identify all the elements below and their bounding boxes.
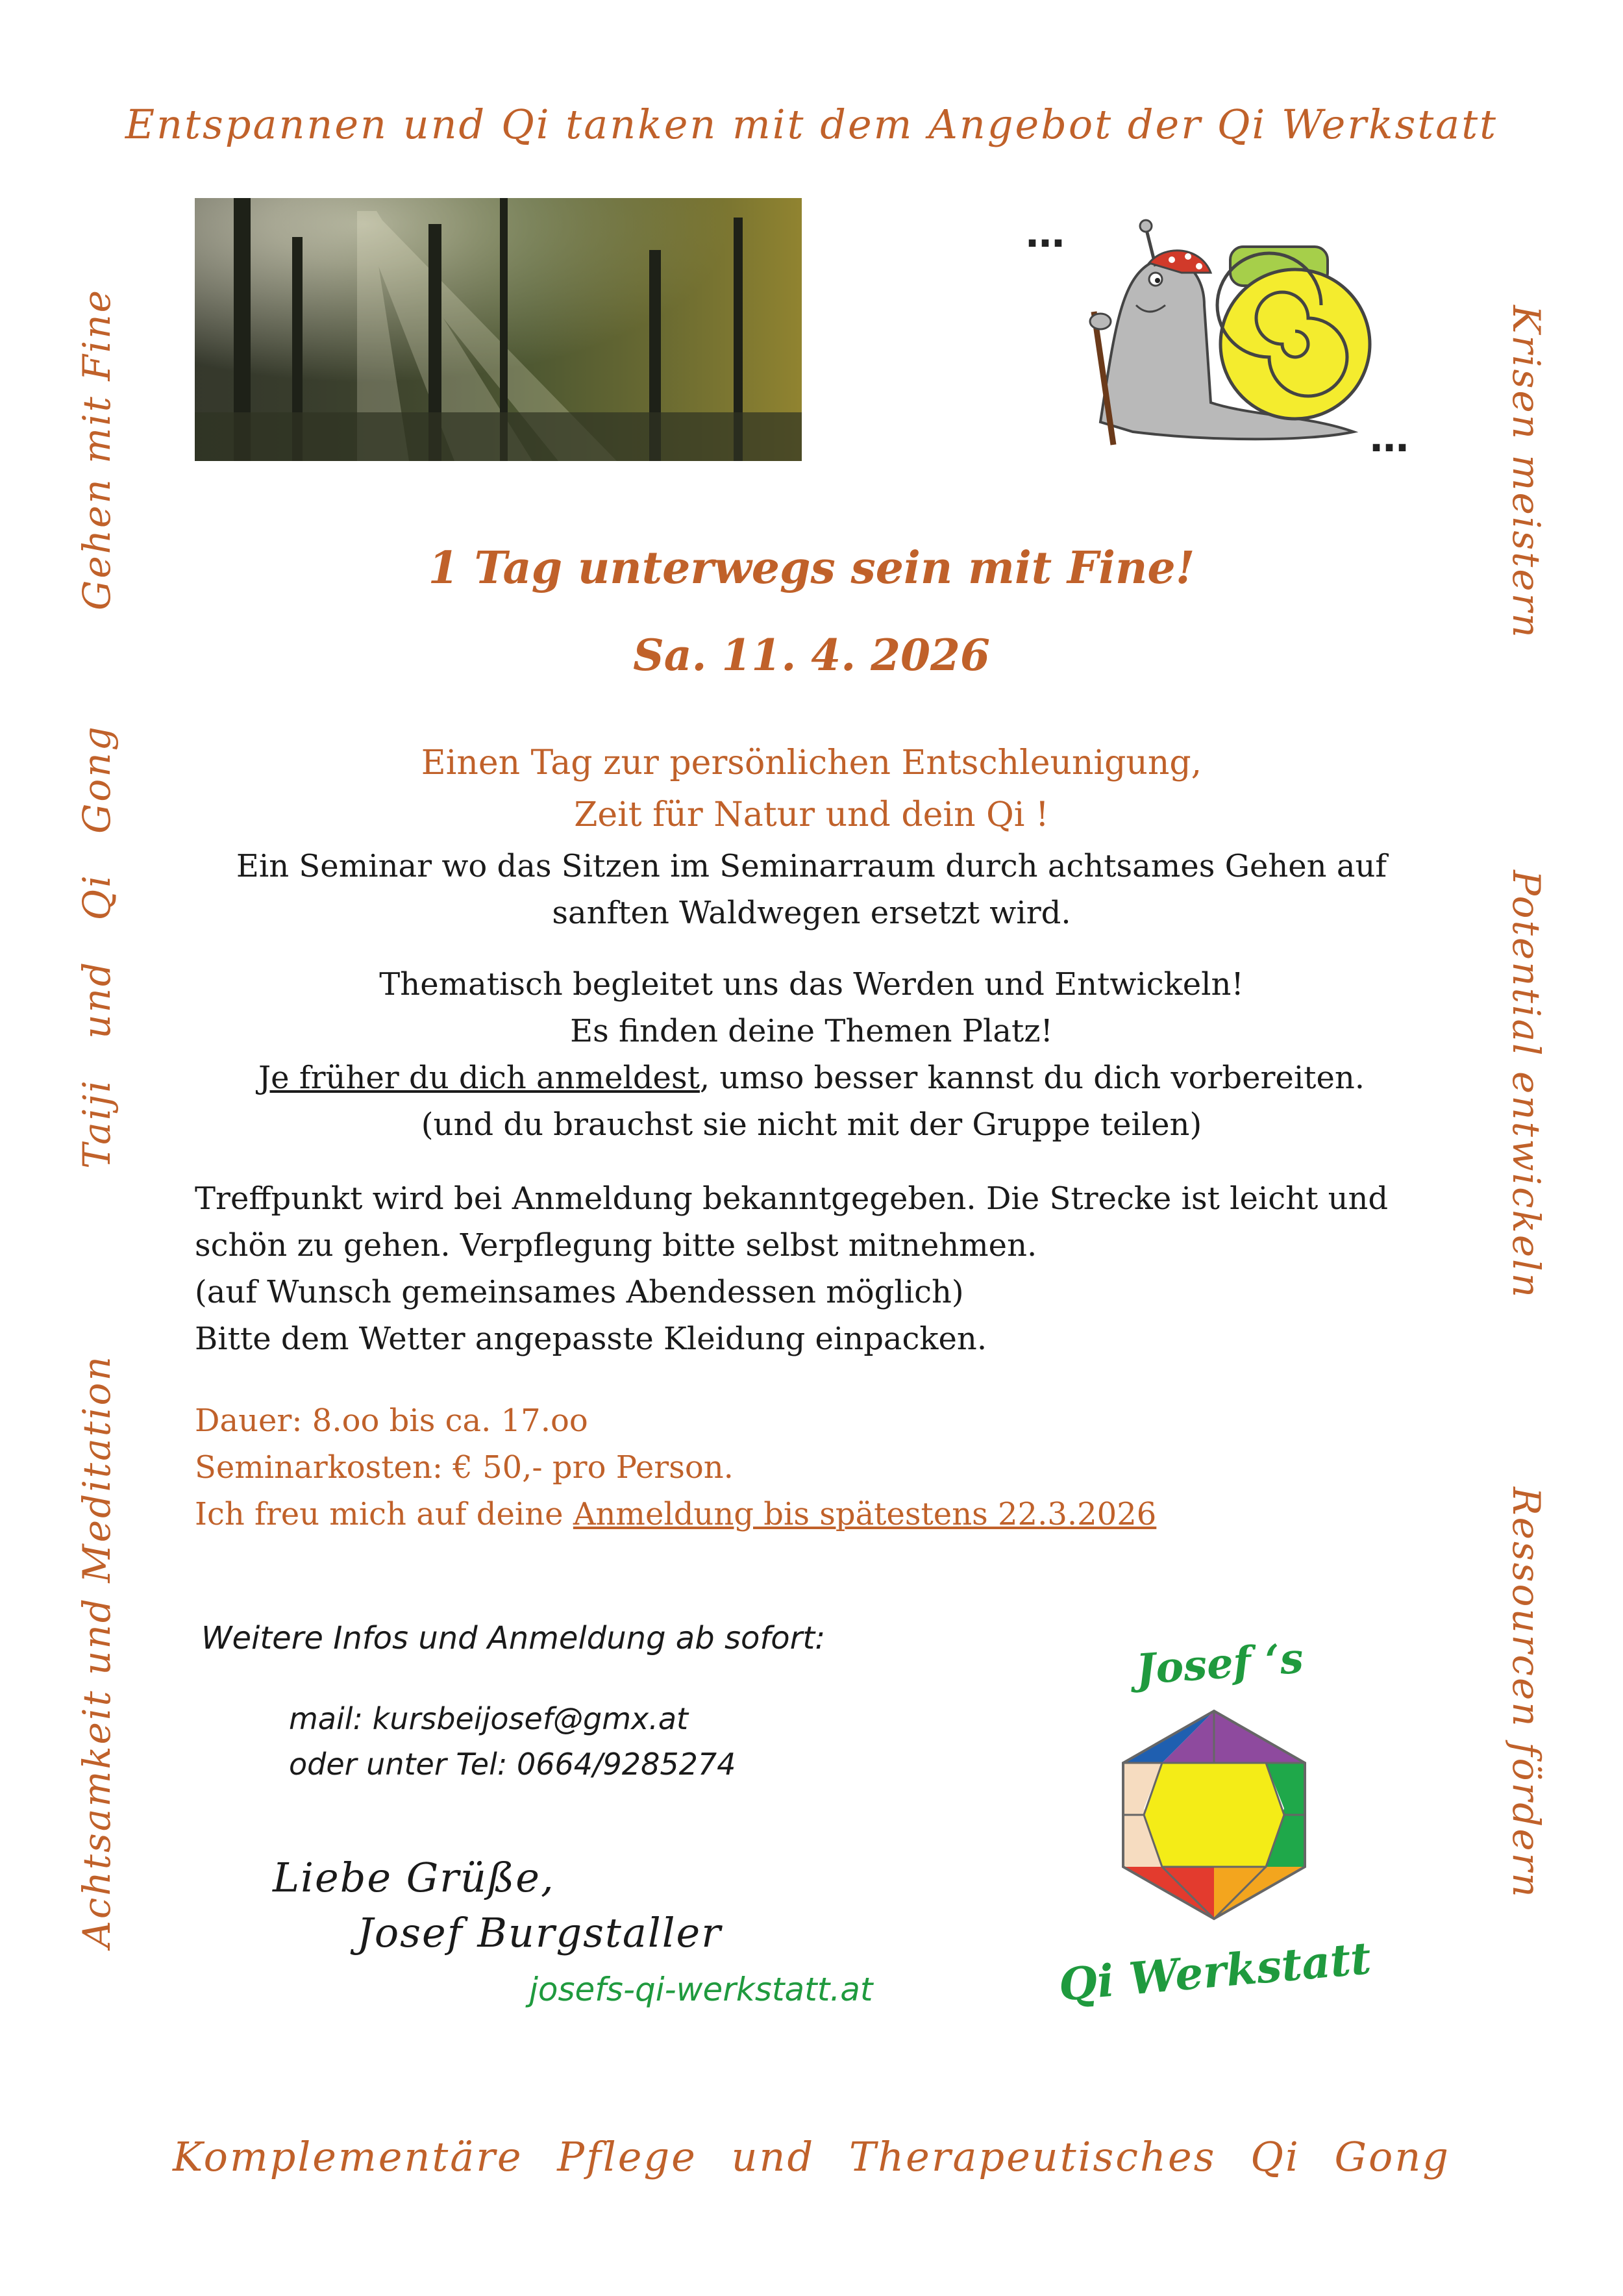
event-title: 1 Tag unterwegs sein mit Fine!: [428, 542, 1195, 594]
logo-top-text: Josef ‘s: [1134, 1634, 1306, 1695]
bottom-banner: Komplementäre Pflege und Therapeutisches Qi Gong: [173, 2133, 1450, 2180]
para2-line4: (und du brauchst sie nicht mit der Gruppe teilen): [421, 1106, 1202, 1143]
intro-line-2: Zeit für Natur und dein Qi !: [574, 795, 1049, 834]
snail-dots-right: …: [1370, 416, 1409, 461]
para1-line1: Ein Seminar wo das Sitzen im Seminarraum durch achtsames Gehen auf: [236, 848, 1387, 884]
para2-line1: Thematisch begleitet uns das Werden und Entwickeln!: [379, 966, 1244, 1003]
para3-line4: Bitte dem Wetter angepasste Kleidung einpacken.: [195, 1321, 987, 1357]
para3-line3: (auf Wunsch gemeinsames Abendessen möglich): [195, 1274, 964, 1310]
contact-mail: mail: kursbeijosef@gmx.at: [289, 1701, 689, 1736]
top-banner: Entspannen und Qi tanken mit dem Angebot der Qi Werkstatt: [125, 101, 1498, 148]
info-heading: Weitere Infos und Anmeldung ab sofort:: [201, 1620, 826, 1656]
para3-line1: Treffpunkt wird bei Anmeldung bekanntgegeben. Die Strecke ist leicht und: [195, 1180, 1389, 1217]
forest-photo: [195, 198, 802, 461]
event-date: Sa. 11. 4. 2026: [633, 630, 990, 680]
side-right-resources: Ressourcen fördern: [1504, 1487, 1548, 1899]
greeting: Liebe Grüße,: [273, 1854, 555, 1901]
duration: Dauer: 8.oo bis ca. 17.oo: [195, 1403, 588, 1439]
qi-werkstatt-logo: [1032, 1627, 1396, 2010]
registration-deadline-link: Anmeldung bis spätestens 22.3.2026: [573, 1496, 1157, 1532]
side-left-taiji: Taiji und Qi Gong: [75, 725, 119, 1169]
snail-illustration: [1016, 208, 1431, 464]
signature: Josef Burgstaller: [357, 1909, 722, 1956]
logo-bottom-text: Qi Werkstatt: [1056, 1932, 1374, 2010]
para2-line2: Es finden deine Themen Platz!: [570, 1013, 1053, 1049]
para1-line2: sanften Waldwegen ersetzt wird.: [552, 895, 1071, 931]
registration-deadline: Ich freu mich auf deine Anmeldung bis spätestens 22.3.2026: [195, 1496, 1157, 1532]
early-registration-underlined: Je früher du dich anmeldest: [258, 1060, 700, 1096]
snail-dots-left: …: [1026, 211, 1065, 256]
contact-phone: oder unter Tel: 0664/9285274: [289, 1747, 736, 1782]
cost: Seminarkosten: € 50,- pro Person.: [195, 1449, 734, 1486]
para2-line3: Je früher du dich anmeldest, umso besser kannst du dich vorbereiten.: [258, 1060, 1365, 1096]
para3-line2: schön zu gehen. Verpflegung bitte selbst mitnehmen.: [195, 1227, 1037, 1264]
side-left-meditation: Achtsamkeit und Meditation: [75, 1354, 119, 1948]
side-right-potential: Potential entwickeln: [1504, 870, 1548, 1300]
intro-line-1: Einen Tag zur persönlichen Entschleunigung,: [421, 743, 1202, 782]
side-right-crisis: Krisen meistern: [1504, 305, 1548, 640]
website-link[interactable]: josefs-qi-werkstatt.at: [529, 1971, 873, 2008]
side-left-walking: Gehen mit Fine: [75, 288, 119, 610]
